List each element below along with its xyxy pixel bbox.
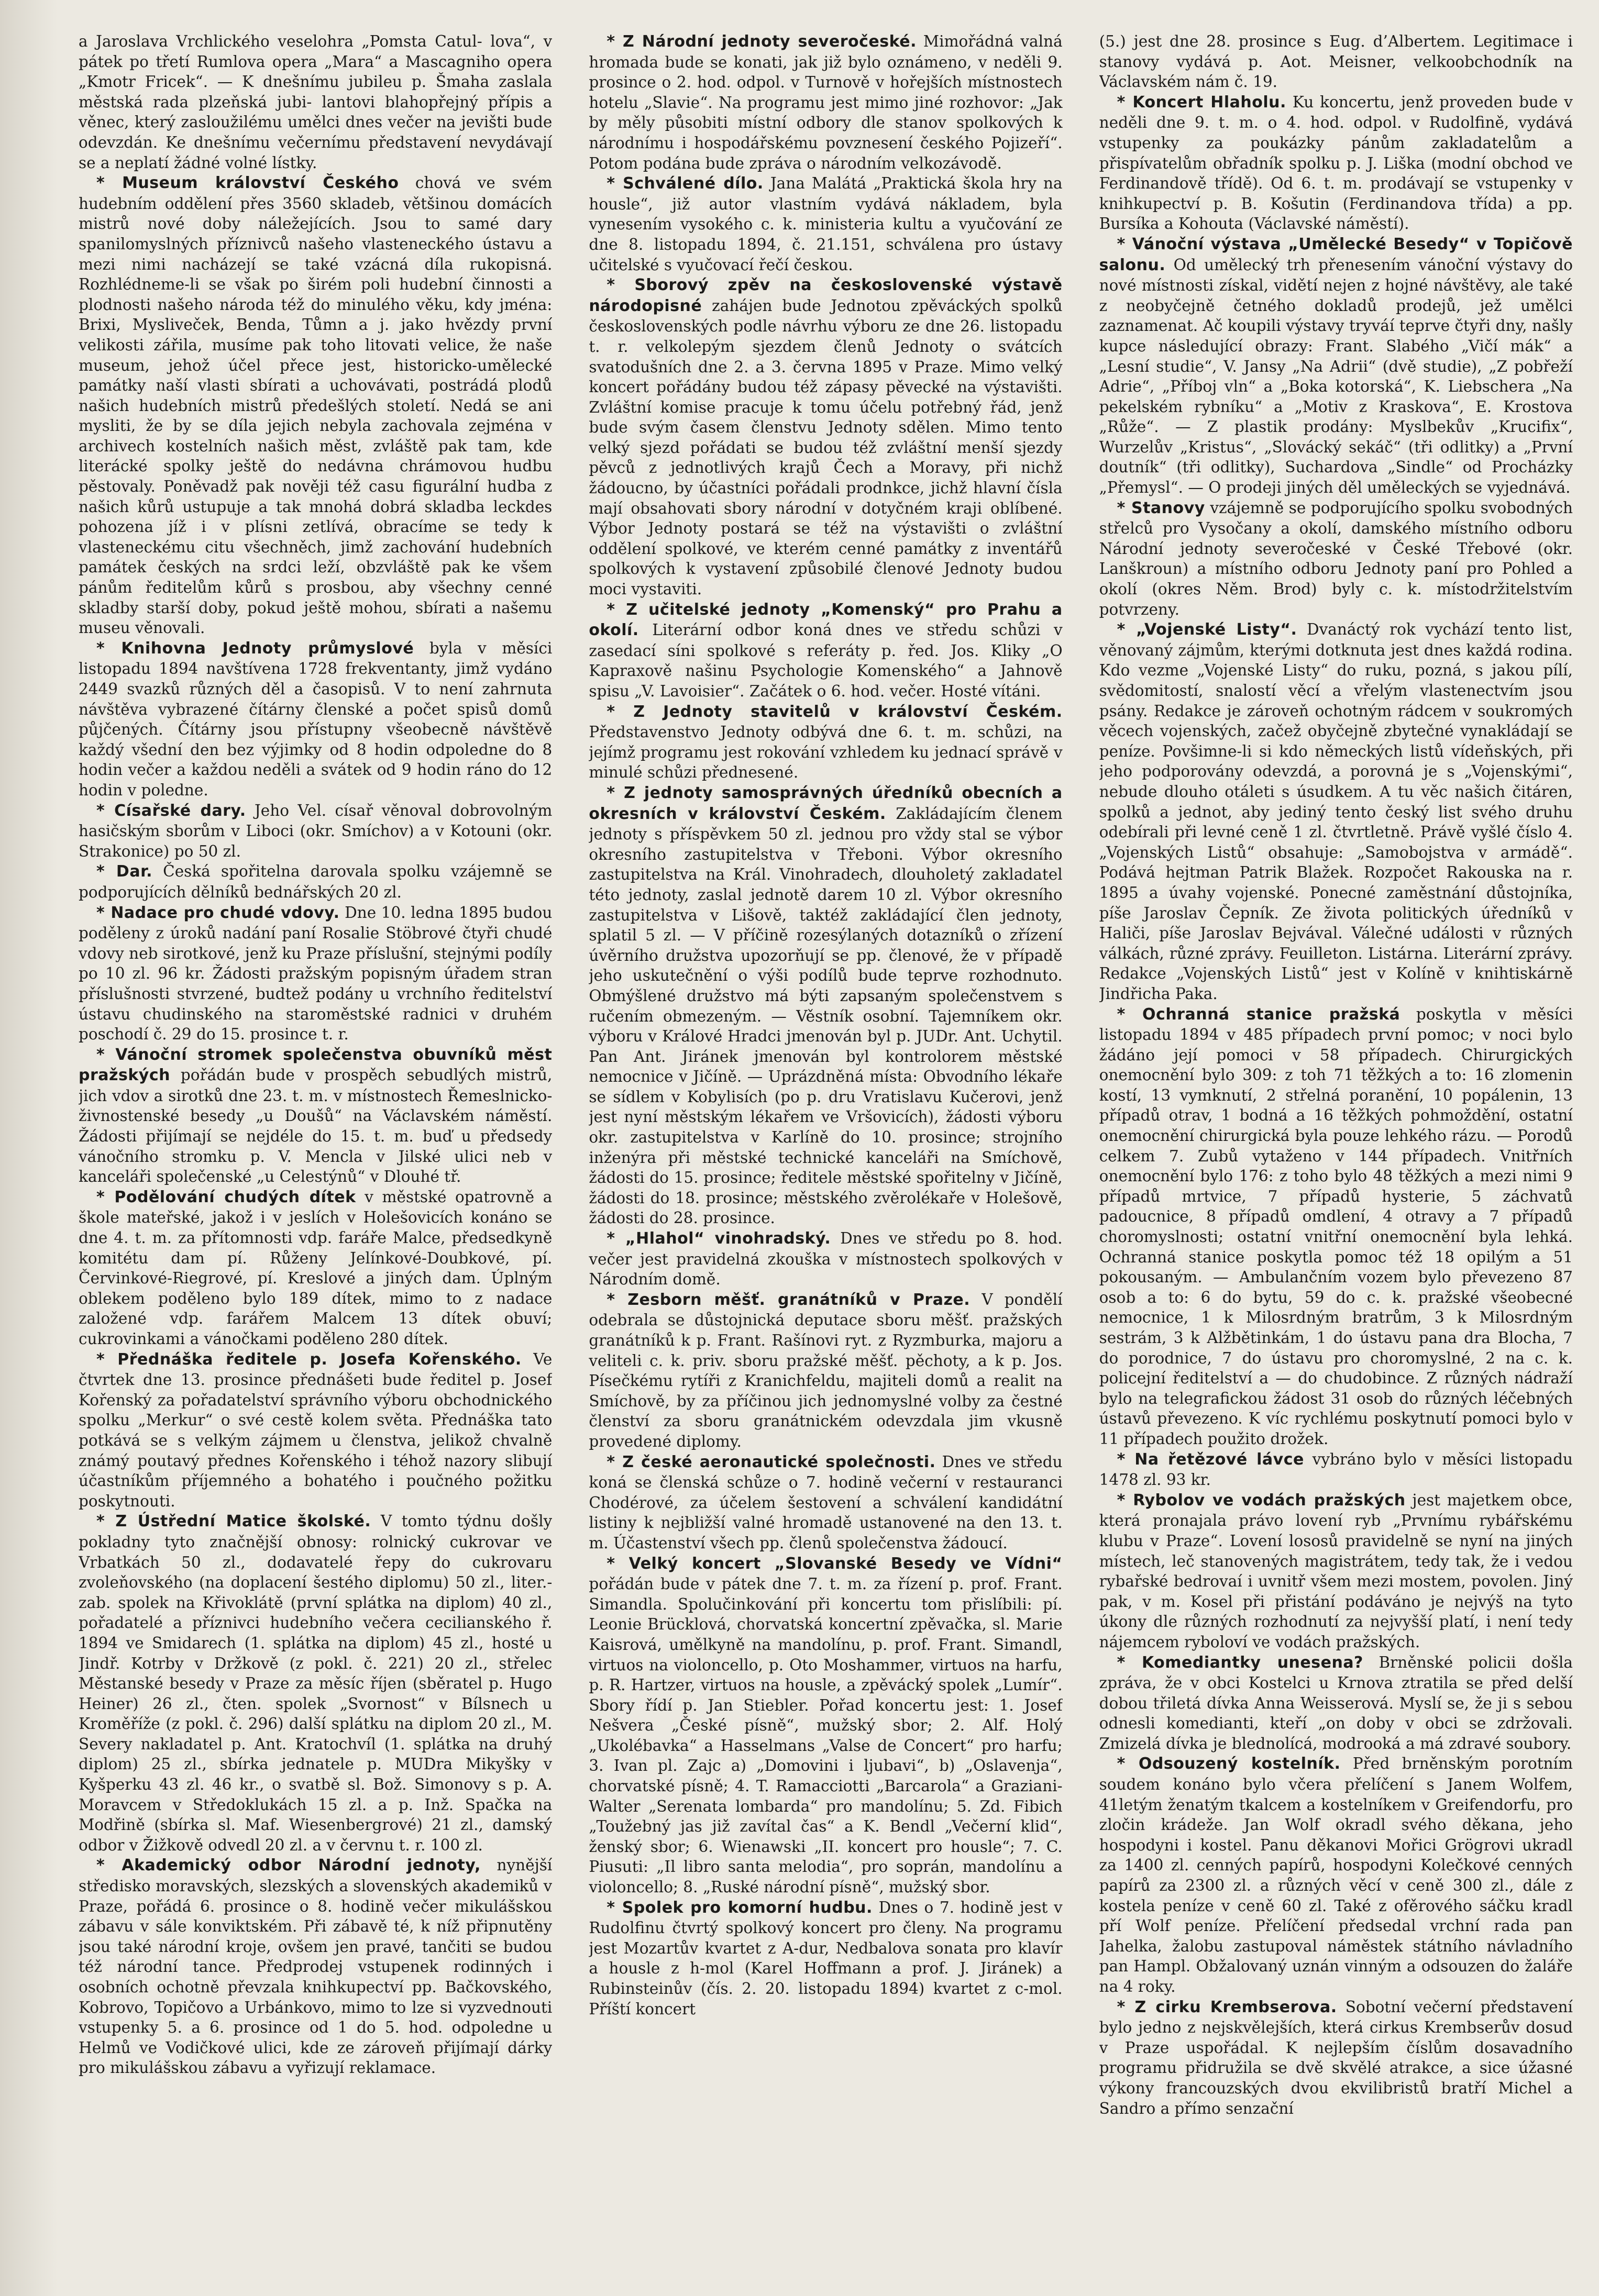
news-item-text: Literární odbor koná dnes ve středu schůzi v zasedací síni spolkové s referáty p. řed. Jos. Kliky „O Kapraxově našinu Psychologie Komenského“ a Jahnově spisu „V. Lavoisier“. Začátek o 6. hod. večer. Hosté vítáni. [589,621,1063,700]
column-right [1099,31,1573,2272]
news-item-heading: * Ochranná stanice pražská [1117,1005,1400,1024]
news-item [79,1511,552,1855]
news-item-heading: * Zesborn měšť. granátníků v Praze. [606,1291,970,1309]
news-item-heading: * Na řetězové lávce [1117,1450,1304,1469]
news-item-text: Mimořádná valná hromada bude se konati, jak již bylo oznámeno, v neděli 9. prosince o 2. hod. odpol. v Turnově v hořejších místnostech hotelu „Slavie“. Na programu jest mimo jiné rozhovor: „Jak by měly působiti místní odbory dle stanov spolkových k národnímu i hospodářskému povznesení českého Pojizeří“. Potom podána bude zpráva o národním velkozávodě. [589,32,1063,172]
news-item-text: nynější středisko moravských, slezských a slovenských akademiků v Praze, pořádá 6. prosince o 8. hodině večer mikulášskou zábavu v sále konviktském. Při zábavě té, k níž připnutěny jsou také národní kroje, ovšem jen pravé, tančiti se budou též národní tance. Předprodej vstupenek rodinných i osobních ochotně převzala knihkupectví pp. Bačkovského, Kobrovo, Topičovo a Urbánkovo, mimo to lze si vyzvednouti vstupenky 5. a 6. prosince od 1 do 5. hod. odpoledne u Helmů ve Vodičkové ulici, kde ze zároveň přijímají dárky pro mikulášskou zábavu a vyřizují reklamace. [79,1856,553,2077]
news-item [589,1452,1062,1554]
news-item [1099,1449,1573,1490]
news-item-heading: * Z Ústřední Matice školské. [96,1512,371,1530]
news-item-heading: * Koncert Hlaholu. [1117,93,1286,112]
news-item [1099,1754,1573,1996]
news-item [79,173,552,638]
news-item-heading: * Rybolov ve vodách pražských [1117,1491,1406,1510]
news-item-text: poskytla v měsíci listopadu 1894 v 485 případech první pomoc; v noci bylo žádáno její pomoci v 58 případech. Chirurgických onemocnění bylo 309: z toh 71 těžkých a to: 16 zlomenin kostí, 13 vymknutí, 2 střelná poranění, 10 popálenin, 13 případů otrav, 1 bodná a 16 těžkých pohmoždění, ostatní onemocnění chirurgická byla pouze lehkého rázu. — Porodů celkem 7. Zubů vytaženo v 144 případech. Vnitřních onemocnění bylo 176: z toho bylo 48 těžkých a mezi nimi 9 případů mrtvice, 7 případů hysterie, 5 záchvatů padoucnice, 8 případů omdlení, 4 otravy a 7 případů choromyslnosti; ostatní vnitřní onemocnění byla lehká. Ochranná stanice poskytla pomoc též 18 opilým a 51 pokousaným. — Ambulančním vozem bylo převezeno 87 osob a to: 6 do bytu, 59 do c. k. pražské všeobecné nemocnice, 1 k Milosrdným bratrům, 3 k Milosrdným sestrám, 3 k Alžbětinkám, 1 do ústavu pana dra Blocha, 7 do porodnice, 7 do ústavu pro choromyslné, 2 na c. k. policejní ředitelství a — do chudobince. Z různých nádraží bylo na telegrafickou žádost 31 osob do různých léčebných ústavů převezeno. K víc rychlému poskytnutí pomoci bylo v 11 případech použito drožek. [1099,1005,1573,1448]
news-item [589,1898,1062,2020]
news-item [79,861,552,902]
news-item-heading: * Komediantky unesena? [1117,1654,1363,1672]
news-item [1099,92,1573,234]
news-item-text: Ve čtvrtek dne 13. prosince přednášeti bude ředitel p. Josef Kořenský za pořadatelství správního výboru obchodnického spolku „Merkur“ o své cestě kolem světa. Přednáška tato potkává se s velkým zájmem u členstva, jelikož chvalně známý poutavý přednes Kořenského i téhož nazory slibují účastníkům příjemného a bohatého i poučného požitku poskytnouti. [79,1350,553,1510]
news-item [79,1349,552,1512]
news-item-heading: * Vánoční stromek společenstva obuvníků měst pražských [79,1046,552,1085]
news-item-heading: * Dar. [96,862,152,881]
news-item [1099,619,1573,1004]
news-item-heading: * Z jednoty samosprávných úředníků obecních a okresních v království Českém. [589,784,1062,823]
page-binding-shadow [0,0,58,2296]
news-item [79,1187,552,1349]
news-item-heading: * Z učitelské jednoty „Komenský“ pro Prahu a okolí. [589,601,1062,640]
news-item-heading: * Z Národní jednoty severočeské. [606,32,917,51]
news-item-text: jest majetkem obce, která pronajala právo lovení ryb „Prvnímu rybářskému klubu v Praze“. Lovení lososů pravidelně se nyní na jiných místech, leč stanovených magistrátem, tedy tak, že i vedou rybařské bedrovaí i uvnitř všem mezi mostem, povolen. Jiný pak, v m. Kosel při přistání podáváno je nejvýš na tyto úkony dle různých rozhodnutí za nejvyšší platí, i není tedy nájemcem ryboloví ve vodách pražských. [1099,1491,1573,1651]
news-item-text: a Jaroslava Vrchlického veselohra „Pomsta Catul- lova“, v pátek po třetí Rumlova opera „Mara“ a Mascagniho opera „Kmotr Fricek“. — K dnešnímu jubileu p. Šmaha zaslala městská rada plzeňská jubi- lantovi blahopřejný přípis a věnec, který zasloužilému umělci dnes večer na jevišti bude odevzdán. Ke dnešnímu večernímu představení nevydávají se a neplatí žádné volné lístky. [79,32,553,172]
news-item-heading: * Nadace pro chudé vdovy. [96,904,340,922]
columns [79,31,1573,2272]
news-item-text: (5.) jest dne 28. prosince s Eug. d’Albertem. Legitimace i stanovy vydává p. Aot. Meisner, velkoobchodník na Václavském nám č. 19. [1099,32,1573,91]
news-item-heading: * Akademický odbor Národní jednoty, [96,1856,481,1874]
news-item-heading: * Podělování chudých dítek [96,1188,356,1206]
column-left [79,31,552,2272]
news-item-text: Představenstvo Jednoty odbývá dne 6. t. m. schůzi, na jejímž programu jest rokování vzhledem ku jednací správě v minulé schůzi přednesené. [589,723,1063,782]
news-item-text: Ku koncertu, jenž proveden bude v neděli dne 9. t. m. o 4. hod. odpol. v Rudolfině, vydává vstupenky za poukázky pánům zakladatelům a přispívatelům obřadník spolku p. J. Liška (modní obchod ve Ferdinandově třídě). Od 6. t. m. prodávají se vstupenky v knihkupectví p. B. Košutin (Ferdinandova třída) a pp. Bursíka a Kohouta (Václavské náměstí). [1099,93,1573,233]
news-item-heading: * Knihovna Jednoty průmyslové [96,639,414,658]
news-item-heading: * Odsouzený kostelník. [1117,1755,1341,1773]
news-item-text: Zakládajícím členem jednoty s příspěvkem 50 zl. jednou pro vždy stal se výbor okresního zastupitelstva v Třeboni. Výbor okresního zastupitelstva na Král. Vinohradech, dlouholetý zakladatel této jednoty, zaslal jednotě darem 10 zl. Výbor okresního zastupitelstva v Lišově, taktéž zakládající člen jednoty, splatil 5 zl. — V příčině rozesýlaných dotazníků o zřízení úvěrního družstva upozorňují se pp. členové, že v případě jeho uskutečnění o výši podílů bude teprve rozhodnuto. Obmýšlené družstvo má býti zapsaným společenstvem s ručením obmezeným. — Věstník osobní. Tajemníkem okr. výboru v Králové Hradci jmenován byl p. JUDr. Ant. Uchytil. Pan Ant. Jiránek jmenován byl kontrolorem městské nemocnice v Jičíně. — Uprázdněná místa: Obvodního lékaře se sídlem v Kobylisích (po p. dru Vratislavu Kučerovi, jenž jest nyní městským lékařem ve Vršovicích), žádosti výboru okr. zastupitelstva v Karlíně do 10. prosince; strojního inženýra při městské technické kanceláři na Smíchově, žádosti do 15. prosince; ředitele městské spořitelny v Jičíně, žádosti do 18. prosince; městského zvěrolékaře v Holešově, žádosti do 28. prosince. [589,804,1063,1227]
news-item-text: vybráno bylo v měsíci listopadu 1478 zl. 93 kr. [1099,1450,1573,1489]
news-item-heading: * Z Jednoty stavitelů v království Českém. [606,703,1062,721]
news-item [589,702,1062,783]
news-item-text: Jeho Vel. císař věnoval dobrovolným hasičským sborům v Liboci (okr. Smíchov) a v Kotouni (okr. Strakonice) po 50 zl. [79,801,553,860]
news-item [79,638,552,801]
news-item [589,600,1062,702]
news-item-text: Dne 10. ledna 1895 budou poděleny z úroků nadání paní Rosalie Stöbrové čtyři chudé vdovy neb sirotkové, jenž ku Praze příslušní, stejnými podíly po 10 zl. 96 kr. Žádosti pražským popisným úřadem stran příslušnosti stvrzené, budtež podány u vrchního ředitelství ústavu chudinského na staroměstské radnici v druhém poschodí č. 29 do 15. prosince t. r. [79,903,553,1044]
news-item [79,1855,552,2078]
news-item [1099,234,1573,498]
news-item [589,1228,1062,1290]
news-item-text: Před brněnským porotním soudem konáno bylo včera přelíčení s Janem Wolfem, 41letým ženatým tkalcem a kostelníkem v Greifendorfu, pro zločin krádeže. Jan Wolf okradl svého děkana, jeho hospodyni i kostel. Panu děkanovi Mořici Grögrovi ukradl za 1400 zl. cenných papírů, hospodyni Kolečkové cenných papírů za 2300 zl. a různých věcí v ceně 300 zl., dále z kostela peníze v ceně 60 zl. Také z ofěrového sáčku kradl pří Wolf peníze. Přelíčení předsedal vrchní rada pan Jahelka, žalobu zastupoval náměstek státního návladního pan Hampl. Obžalovaný uznán vinným a odsouzen do žaláře na 4 roky. [1099,1755,1573,1995]
news-item-text: Dnes ve středu po 8. hod. večer jest pravidelná zkouška v místnostech spolkových v Národním domě. [589,1229,1063,1289]
news-item-text: Dvanáctý rok vychází tento list, věnovaný zájmům, kterými dotknuta jest dnes každá rodina. Kdo vezme „Vojenské Listy“ do ruku, pozná, s jakou pílí, svědomitostí, snalostí věcí a vřelým vlastenectvím jsou psány. Redakce je zároveň ochotným rádcem v soukromých věcech vojenských, začež obyčejně zbytečné vynakládají se peníze. Povšimne-li si kdo německých listů vídeňských, při jeho podporovány odevzdá, a porovná je s „Vojenskými“, nebude dlouho otáleti s úsudkem. A tu věc našich čitáren, spolků a jednot, aby jediný tento český list svého druhu odebírali při levné ceně 1 zl. čtvrtletně. Právě vyšlé číslo 4. „Vojenských Listů“ obsahuje: „Samobojstva v armádě“. Podává hejtman Patrik Blažek. Rozpočet Rakouska na r. 1895 a úvahy vojenské. Ponecné zaměstnání důstojníka, píše Jaroslav Čepník. Ze života politických úředníků v Haliči, píše Jaroslav Bejvával. Válečné události v různých válkách, různé zprávy. Feuilleton. Listárna. Literární zprávy. Redakce „Vojenských Listů“ jest v Kolíně v knihtiskárně Jindřicha Paka. [1099,620,1573,1003]
news-item-heading: * Spolek pro komorní hudbu. [606,1899,873,1917]
news-item-text: V pondělí odebrala se důstojnická deputace sboru měšť. pražských granátníků k p. Frant. Rašínovi ryt. z Ryzmburka, majoru a veliteli c. k. priv. sboru pražské měšť. pěchoty, a k p. Jos. Písečkému rytíři z Kranichfeldu, majiteli domů a realit na Smíchově, by za příčinou jich jednomyslné volby za čestné členství za sboru granátnickém odevzdala jim vkusně provedené diplomy. [589,1290,1063,1450]
news-item [79,1045,552,1187]
news-item-heading: * Stanovy [1117,499,1205,517]
news-item-text: Jana Malátá „Praktická škola hry na housle“, již autor vlastním vydává nákladem, byla vynesením vysokého c. k. ministeria kultu a vyučování ze dne 8. listopadu 1894, č. 21.151, schválena pro ústavy učitelské s vyučovací řečí českou. [589,174,1063,274]
news-item-text: chová ve svém hudebním oddělení přes 3560 skladeb, většinou domácích mistrů nové doby náležejících. Jsou to samé dary spanilomyslných příznivců našeho vlasteneckého ústavu a mezi nimi nacházejí se také vzácná díla rukopisná. Rozhlédneme-li se však po širém poli hudební činnosti a plodnosti našeho národa též do minulého věku, kdy jména: Brixi, Mysliveček, Benda, Tůmn a j. jako hvězdy první velikosti zářila, musíme pak toho litovati velice, že naše museum, jehož účel přece jest, historicko-umělecké památky naší vlasti sbírati a uchovávati, postrádá plodů našich hudebních mistrů předešlých století. Nedá se ani mysliti, že by se díla jejich nebyla zachovala zejména v archivech kostelních našich měst, zvláště pak tam, kde literácké spolky ještě do nedávna chrámovou hudbu pěstovaly. Poněvadž pak nověji též casu figurální hudba z našich kůrů ustupuje a tak mnohá dobrá skladba leckdes pohozena jíž i v plísni zetlívá, obracíme se tedy k vlasteneckému citu všechněch, jimž zachování hudebních památek českých na srdci leží, obzvláště pak ke všem pánům ředitelům kůrů s prosbou, aby všechny cenné skladby starší doby, pokud ještě mohou, sbírati a našemu museu věnovali. [79,174,553,637]
news-item-text: pořádán bude v pátek dne 7. t. m. za řízení p. prof. Frant. Simandla. Spolučinkování při koncertu tom přislíbili: pí. Leonie Brücklová, chorvatská koncertní zpěvačka, sl. Marie Kaisrová, umělkyně na mandolínu, p. prof. Frant. Simandl, virtuos na violoncello, p. Oto Moshammer, virtuos na harfu, p. R. Hartzer, virtuos na housle, a zpěvácký spolek „Lumír“. Sbory řídí p. Jan Stiebler. Pořad koncertu jest: 1. Josef Nešvera „České písně“, mužský sbor; 2. Alf. Holý „Ukolébavka“ a Hasselmans „Valse de Concert“ pro harfu; 3. Ivan pl. Zajc a) „Domovini i ljubavi“, b) „Oslavenja“, chorvatské písně; 4. T. Ramacciotti „Barcarola“ a Graziani-Walter „Serenata lombarda“ pro mandolínu; 5. Zd. Fibich „Toužebný jas již zavítal čas“ a K. Bendl „Večerní klid“, ženský sbor; 6. Wienawski „II. koncert pro housle“; 7. C. Piusuti: „Il libro santa melodia“, pro soprán, mandolínu a violoncello; 8. „Ruské národní písně“, mužský sbor. [589,1575,1063,1896]
news-item-text: Od umělecký trh přenesením vánoční výstavy do nové místnosti získal, vidětí nejen z hojné návštěvy, ale také z neobyčejně četného dokladů prodejů, jež umělci zaznamenat. Ač koupili výstavy tryváí teprve čtyři dny, našly kupce následující obrazy: Frant. Slabého „Vičí mák“ a „Lesní studie“, V. Jansy „Na Adrii“ (dvě studie), „Z pobřeží Adrie“, „Příboj vln“ a „Boka kotorská“, K. Liebschera „Na pekelském rybníku“ a „Motiv z Kraskova“, E. Krostova „Růže“. — Z plastik prodány: Myslbekův „Krucifix“, Wurzelův „Kristus“, „Slovácký sekáč“ (tři odlitky) a „První doutník“ (tři odlitky), Suchardova „Sindle“ od Procházky „Přemysl“. — O prodeji jiných děl uměleckých se vyjednává. [1099,256,1573,497]
news-item-text: v městské opatrovně a škole mateřské, jakož i v jeslích v Holešovicích konáno se dne 4. t. m. za přítomnosti vdp. faráře Malce, předsedkyně komitétu dam pí. Růženy Jelínkové-Doubkové, pí. Červinkové-Riegrové, pí. Kreslové a jiných dam. Úplným oblekem poděleno bylo 189 dítek, mimo to z nadace založené vdp. farářem Malcem 13 dítek obuví; cukrovinkami a vánočkami poděleno 280 dítek. [79,1188,553,1348]
news-item-heading: * Vánoční výstava „Umělecké Besedy“ v Topičově salonu. [1099,235,1573,274]
news-item-text: Sobotní večerní představení bylo jedno z nejskvělejších, která cirkus Krembserův dosud v Praze uspořádal. K nejlepším číslům dosavadního programu přidružila se dvě skvělé atrakce, a sice úžasné výkony francouzských dvou ekvilibristů bratří Michel a Sandro a přímo senzační [1099,1998,1573,2117]
news-item [589,1554,1062,1898]
news-item [589,783,1062,1228]
news-item-heading: * Museum království Českého [96,174,399,192]
news-item-heading: * Schválené dílo. [606,174,763,193]
news-item [79,903,552,1045]
news-item-text: pořádán bude v prospěch sebudlých mistrů, jich vdov a sirotků dne 23. t. m. v místnostech Řemeslnicko-živnostenské besedy „u Doušů“ na Václavském náměstí. Žádosti přijímají se nejdéle do 15. t. m. buď u předsedy vánočního stromku p. V. Mencla v Jilské ulici neb v kanceláři společenské „u Celestýnů“ v Dlouhé tř. [79,1066,553,1186]
news-item-text: vzájemně se podporujícího spolku svobodných střelců pro Vysočany a okolí, damského místního odboru Národní jednoty severočeské v České Třebové (okr. Lanškroun) a místního odboru Jednoty paní pro Pohled a okolí (okres Něm. Brod) byly c. k. místodržitelstvím potvrzeny. [1099,498,1573,618]
news-item [1099,498,1573,620]
news-item-heading: * Z české aeronautické společnosti. [606,1453,935,1471]
news-item [1099,1997,1573,2119]
column-middle [589,31,1062,2272]
news-item-text: V tomto týdnu došly pokladny tyto značnější obnosy: rolnický cukrovar ve Vrbatkách 50 zl., dodavatelé řepy do cukrovaru zvoleňovského (na doplacení šestého diplomu) 50 zl., liter.-zab. spolek na Křivoklátě (první splátka na diplom) 40 zl., pořadatelé a příznivci hudebního večera cecilianského ř. 1894 ve Smidarech (1. splátka na diplom) 45 zl., hosté u Jindř. Kotrby v Držkově (z pokl. č. 221) 20 zl., střelec Městanské besedy v Praze za měsíc říjen (sběratel p. Hugo Heiner) 26 zl., čten. spolek „Svornost“ v Bílsnech u Kroměříže (z pokl. č. 296) další splátku na diplom 20 zl., M. Severy nakladatel p. Ant. Kratochvíl (1. splátka na druhý diplom) 25 zl., sbírka jednatele p. MUDra Mikyšky v Kyšperku 43 zl. 46 kr., o svatbě sl. Bož. Simonovy s p. A. Moravcem v Středoklukách 15 zl. a p. Inž. Spačka na Modřině (sbírka sl. Maf. Wiesenbergrové) 21 zl., damský odbor v Žižkově odvedl 20 zl. a v červnu t. r. 100 zl. [79,1512,553,1854]
news-item [79,801,552,862]
article-continuation [1099,31,1573,92]
news-item-heading: * Velký koncert „Slovanské Besedy ve Vídni“ [606,1555,1062,1573]
news-item-text: Česká spořitelna darovala spolku vzájemně se podporujících dělníků bednářských 20 zl. [79,862,553,901]
news-item-heading: * Sborový zpěv na československé výstavě národopisné [589,276,1062,315]
news-item [1099,1490,1573,1652]
news-item-text: Dnes ve středu koná se členská schůze o 7. hodině večerní v restauranci Chodérové, za účelem šestovení a schválení kandidátní listiny k nejbližší valné hromadě ustanovené na den 13. t. m. Účastenství všech pp. členů společenstva žádoucí. [589,1452,1063,1552]
news-item-text: Dnes o 7. hodině jest v Rudolfinu čtvrtý spolkový koncert pro členy. Na programu jest Mozartův kvartet z A-dur, Nedbalova sonata pro klavír a housle z h-mol (Karel Hoffmann a prof. J. Jiránek) a Rubinsteinův (čís. 2. 20. listopadu 1894) kvartet z c-mol. Příští koncert [589,1898,1063,2018]
news-item-text: zahájen bude Jednotou zpěváckých spolků československých podle návrhu výboru ze dne 26. listopadu t. r. velkolepým sjezdem členů Jednoty o svátcích svatodušních dne 2. a 3. června 1895 v Praze. Mimo velký koncert pořádány budou též zápasy pěvecké na výstavišti. Zvláštní komise pracuje k tomu účelu potřebný řád, jenž bude svým časem členstvu Jednoty sdělen. Mimo tento velký sjezd pořádati se budou též zvláštní menší sjezdy pěvců z jednotlivých krajů Čech a Moravy, při nichž žádoucno, by účastníci pořádali prodnkce, jichž hlavní čísla mají obsahovati sbory národní v dotyčném kraji oblíbené. Výbor Jednoty postará se též na výstavišti o zvláštní oddělení spolkové, ve kterém cenné památky z inventářů spolkových k vystavení způsobilé členové Jednoty budou moci vystaviti. [589,296,1063,598]
news-item-text: byla v měsíci listopadu 1894 navštívena 1728 frekventanty, jimž vydáno 2449 svazků různých děl a časopisů. V to není zahrnuta návštěva vybrazené čítárny členské a počet spisů domů půjčených. Čítárny jsou přístupny všeobecně návštěvě každý všední den bez výjimky od 8 hodin odpoledne do 8 hodin večer a každou neděli a svátek od 9 hodin ráno do 12 hodin v poledne. [79,639,553,799]
news-item [589,1290,1062,1452]
news-item [589,275,1062,600]
news-item-heading: * „Vojenské Listy“. [1117,620,1297,639]
news-item [1099,1004,1573,1449]
news-item [589,173,1062,275]
news-item-text: Brněnské policii došla zpráva, že v obci Kostelci u Krnova ztratila se před delší dobou třiletá dívka Anna Weisserová. Myslí se, že ji s sebou odnesli komedianti, kteří „on doby v obci se zdržovali. Zmizelá dívka je blednolícá, modrooká a má zdravé soubory. [1099,1653,1573,1752]
news-item [589,31,1062,173]
news-item-heading: * „Hlahol“ vinohradský. [606,1229,831,1248]
news-item [1099,1652,1573,1754]
news-item-heading: * Z cirku Krembserova. [1117,1998,1337,2016]
article-continuation [79,31,552,173]
news-item-heading: * Přednáška ředitele p. Josefa Kořenského. [96,1350,522,1369]
news-item-heading: * Císařské dary. [96,802,246,820]
